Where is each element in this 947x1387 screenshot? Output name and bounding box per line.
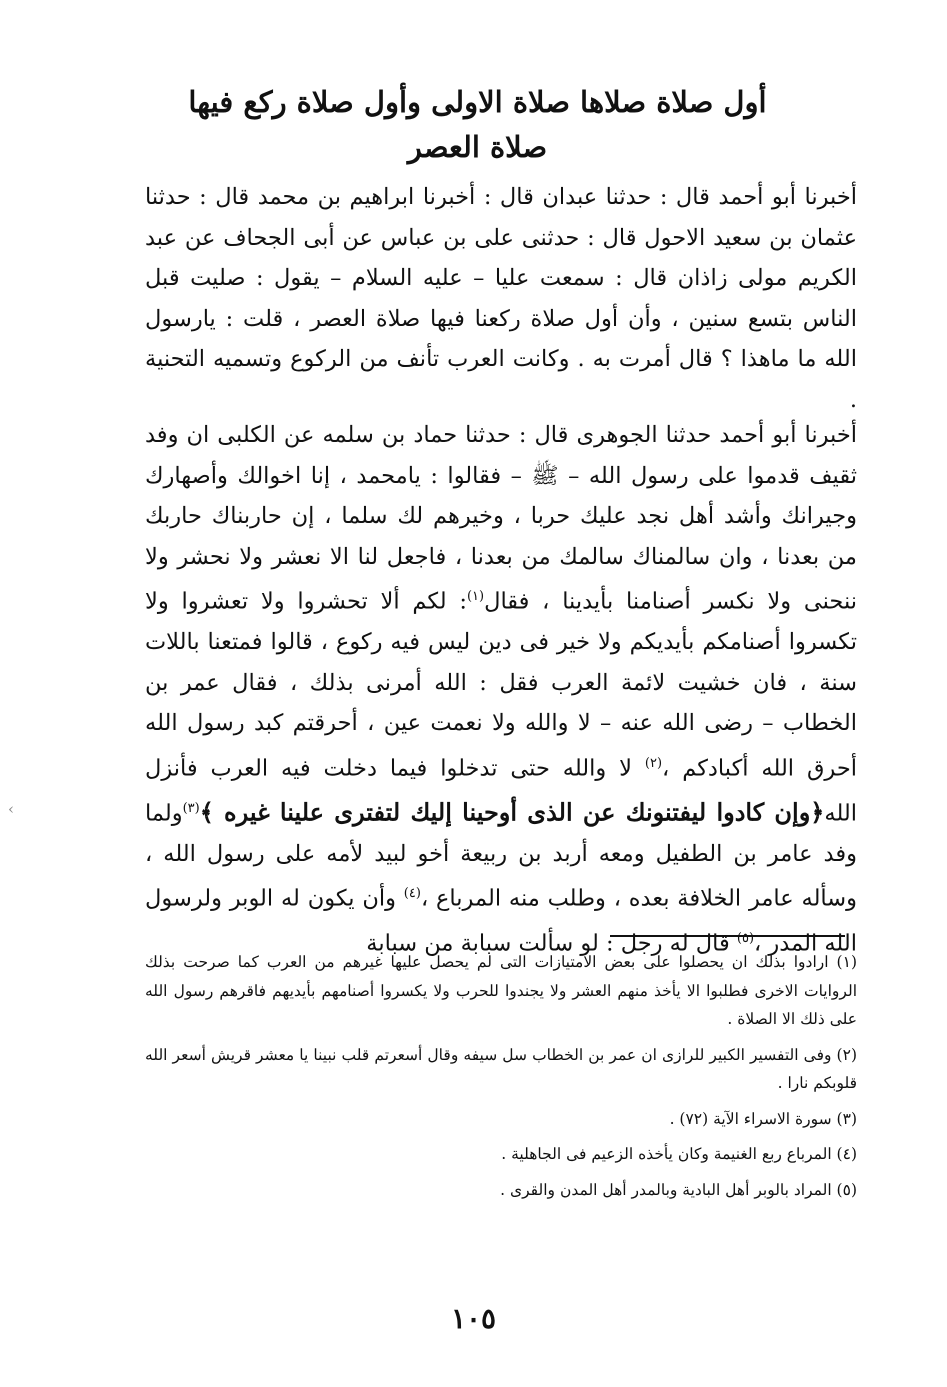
paragraph-2-text-c: لا والله حتى تدخلوا فيما دخلت فيه العرب فأنزل الله — [145, 755, 857, 826]
footnote-ref-4: (٤) — [403, 886, 421, 901]
footnote-ref-1: (١) — [466, 589, 485, 604]
footnotes-section — [145, 948, 857, 1211]
footnote-1: (١) ارادوا بذلك ان يحصلوا على بعض الامتيازات التى لم يحصل عليها غيرهم من العرب كما صرحت بذلك الروايات الاخرى فطلبوا الا يأخذ منهم العشر ولا يجندوا للحرب ولا يكسروا أصنامهم بأيديهم فاقرهم رسول الله على ذلك الا الصلاة . — [145, 953, 857, 1028]
paragraph-2-text-e: وأن يكون له الوبر ولرسول الله المدر ، — [145, 885, 857, 957]
footnote-5: (٥) المراد بالوبر أهل البادية وبالمدر أهل المدن والقرى . — [500, 1180, 857, 1199]
page-number: ١٠٥ — [450, 1302, 497, 1335]
heading-line-2: صلاة العصر — [407, 130, 548, 164]
hadith-paragraph-1: أخبرنا أبو أحمد قال : حدثنا عبدان قال : أخبرنا ابراهيم بن محمد قال : حدثنا عثمان بن سعيد الاحول قال : حدثنى على بن عباس عن أبى الجحاف عن عبد الكريم مولى زاذان قال : سمعت عليا – عليه السلام – يقول : صليت قبل الناس بتسع سنين ، وأن أول صلاة ركعنا فيها صلاة العصر ، قلت : يارسول الله ما ماهذا ؟ قال أمرت به . وكانت العرب تأنف من الركوع وتسميه التحنية . — [145, 184, 857, 413]
footnote-ref-5: (٥) — [736, 931, 755, 946]
paragraph-2-text-a: أخبرنا أبو أحمد حدثنا الجوهرى قال : حدثنا حماد بن سلمه عن الكلبى ان وفد ثقيف قدموا على رسول الله – ﷺ – فقالوا : يامحمد ، إنا اخوالك وأصهارك وجيرانك وأشد أهل نجد عليك حربا ، وخيرهم لك سلما ، إن حاربناك حاربك من بعدنا ، وان سالمناك سالمك من بعدنا ، فاجعل لنا الا نعشر ولا نحشر ولا ننحنى ولا نكسر أصنامنا بأيدينا ، فقال — [145, 422, 857, 615]
heading-line-1: أول صلاة صلاها صلاة الاولى وأول صلاة ركع فيها — [188, 85, 767, 119]
footnote-divider — [610, 935, 845, 937]
footnote-ref-3: (٣) — [182, 800, 200, 816]
margin-mark: ‹ — [8, 800, 14, 818]
paragraph-2-text-b: : لكم ألا تحشروا ولا تعشروا ولا تكسروا أصنامكم بأيديكم ولا خير فى دين ليس فيه ركوع ، قالوا فمتعنا باللات سنة ، فان خشيت لائمة العرب فقل : الله أمرنى بذلك ، فقال عمر بن الخطاب – رضى الله عنه – لا والله ولا نعمت عين ، أحرقتم كبد رسول الله أحرق الله أكبادكم ، — [145, 588, 857, 781]
hadith-paragraph-2 — [145, 415, 857, 964]
footnote-ref-2: (٢) — [644, 755, 663, 771]
paragraph-2-text-d: ولما وفد عامر بن الطفيل ومعه أربد بن ربيعة أخو لبيد لأمه على رسول الله ، وسأله عامر الخلافة بعده ، وطلب منه المرباع ، — [145, 800, 858, 912]
chapter-heading — [120, 80, 835, 170]
footnote-2: (٢) وفى التفسير الكبير للرازى ان عمر بن الخطاب سل سيفه وقال أسعرتم قلب نبينا يا معشر قريش أسعر الله قلوبكم نارا . — [145, 1045, 857, 1092]
footnote-3: (٣) سورة الاسراء الآية (٧٢) . — [669, 1109, 857, 1128]
paragraph-2-text-f: قال له رجل : لو سألت سبابة من سبابة — [366, 930, 730, 957]
footnote-4: (٤) المرباع ربع الغنيمة وكان يأخذه الزعيم فى الجاهلية . — [501, 1145, 857, 1163]
quran-verse: ﴿وإن كادوا ليفتنونك عن الذى أوحينا إليك لتفترى علينا غيره ﴾ — [199, 797, 825, 826]
